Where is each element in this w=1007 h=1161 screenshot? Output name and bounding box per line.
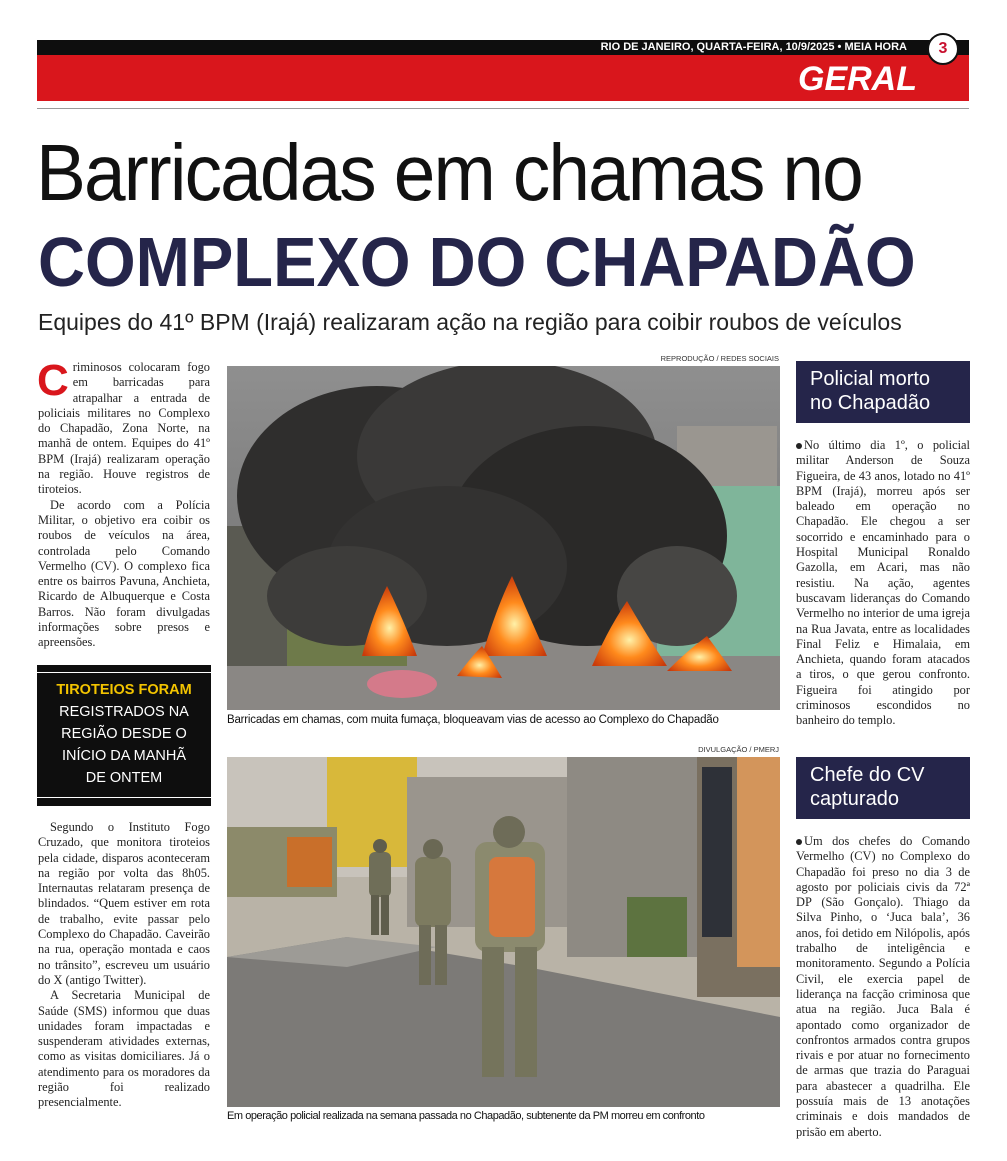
article-paragraph: Criminosos colocaram fogo em barricadas para atrapalhar a entrada de policiais militares no Complexo do Chapadão, Zona Norte, na manhã de ontem. Equipes do 41º BPM (Irajá) realizaram operação na região. Houve registros de tiroteios. (37, 356, 210, 497)
header-divider (37, 108, 969, 109)
police-operation-image (227, 757, 780, 1107)
barricade-fire-photo (227, 366, 780, 710)
article-paragraph: A Secretaria Municipal de Saúde (SMS) informou que duas unidades foram impactadas e suspenderam atividades externas, como as visitas domiciliares. Já o atendimento para os moradores da região foi realizado presencialmente. (38, 988, 210, 1110)
sidebar-text: No último dia 1º, o policial militar Anderson de Souza Figueira, de 43 anos, lotado no 41º BPM (Irajá), morreu após ser baleado em operação no Chapadão. Ele chegou a ser socorrido e encaminhado para o Hospital Municipal Ronaldo Gazolla, em Acari, mas não resistiu. Na ação, agentes buscavam lideranças do Comando Vermelho no interior de uma igreja na Rua Javata, entre as localidades Final Feliz e Himalaia, em Anchieta, quando foram atacados a tiros, o que gerou confronto. Figueira foi atingido por criminosos escondidos no banheiro do templo. (796, 438, 970, 728)
barricade-fire-image (227, 366, 780, 710)
headline-line-1: Barricadas em chamas no (36, 128, 862, 217)
photo-credit: DIVULGAÇÃO / PMERJ (698, 745, 779, 754)
dateline: RIO DE JANEIRO, QUARTA-FEIRA, 10/9/2025 • MEIA HORA (600, 41, 907, 53)
pull-quote-text: REGISTRADOS NA REGIÃO DESDE O INÍCIO DA MANHÃ DE ONTEM (59, 704, 189, 786)
subheadline: Equipes do 41º BPM (Irajá) realizaram ação na região para coibir roubos de veículos (38, 309, 902, 335)
sidebar-heading-police-killed: Policial morto no Chapadão (796, 361, 970, 423)
section-title: GERAL (798, 60, 917, 98)
police-operation-photo (227, 757, 780, 1107)
article-column-top (37, 356, 210, 651)
article-paragraph: Segundo o Instituto Fogo Cruzado, que monitora tiroteios pela cidade, disparos aconteceram na região por volta das 8h05. Internautas relataram presença de blindados. “Quem estiver em rota de trabalho, evite passar pelo Complexo do Chapadão. Caveirão na rua, operação montada e caos no trânsito”, escreveu um usuário do X (antigo Twitter). (38, 820, 210, 987)
page-number: 3 (927, 33, 959, 65)
bullet-icon (796, 443, 802, 449)
pull-quote (37, 665, 211, 806)
article-paragraph: De acordo com a Polícia Militar, o objetivo era coibir os roubos de veículos na área, controlada pelo Comando Vermelho (CV). O complexo fica entre os bairros Pavuna, Anchieta, Ricardo de Albuquerque e Costa Barros. Não foram divulgadas informações sobre presos e apreensões. (38, 497, 210, 650)
bullet-icon (796, 839, 802, 845)
photo-caption: Barricadas em chamas, com muita fumaça, bloqueavam vias de acesso ao Complexo do Chapadão (227, 714, 719, 726)
sidebar-heading-cv-leader: Chefe do CV capturado (796, 757, 970, 819)
sidebar-text: Um dos chefes do Comando Vermelho (CV) no Complexo do Chapadão foi preso no dia 3 de agosto por policiais civis da 72ª DP (São Gonçalo). Thiago da Silva Pinho, o ‘Juca bala’, 36 anos, foi detido em Nilópolis, após trabalho de inteligência e monitoramento. Segundo a Polícia Civil, ele exercia papel de liderança na facção criminosa que atua na região. Juca Bala é apontado como organizador de confrontos armados contra grupos rivais e por atuar no fornecimento de armas que trazia do Paraguai para abastecer a quadrilha. Ele possuía mais de 13 anotações criminais e dois mandados de prisão em aberto. (796, 834, 970, 1139)
photo-caption: Em operação policial realizada na semana passada no Chapadão, subtenente da PM morreu em confronto (227, 1110, 705, 1122)
drop-cap: C (37, 356, 69, 405)
article-column-bottom (38, 820, 210, 1111)
photo-credit: REPRODUÇÃO / REDES SOCIAIS (660, 354, 779, 363)
headline-line-2: COMPLEXO DO CHAPADÃO (38, 223, 916, 301)
pull-quote-highlight: TIROTEIOS FORAM (56, 682, 192, 698)
